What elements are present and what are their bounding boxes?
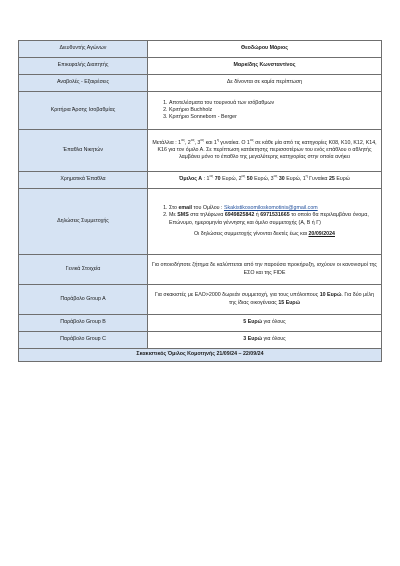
text-run: : 1 [202,176,210,183]
text-run: 70 [213,176,221,183]
row-tiebreaks [19,92,382,130]
director-label: Διευθυντής Αγώνων [19,41,148,58]
row-fee-group-a [19,285,382,315]
text-run: Κριτήριο Sonneborn - Berger [169,114,237,121]
director-value [148,41,382,58]
cash-prizes-label: Χρηματικά Έπαθλα [19,172,148,189]
prizes-text [151,137,378,162]
row-byes [19,75,382,92]
fee-group-c-value [148,332,382,349]
entries-label: Δηλώσεις Συμμετοχής [19,189,148,255]
text-run: ος [190,137,195,142]
general-label: Γενικά Στοιχεία [19,255,148,285]
row-fee-group-b [19,315,382,332]
text-run: email [178,205,193,212]
text-run: 5 Ευρώ [243,319,263,326]
fee-group-a-value [148,285,382,315]
director-text [151,45,378,52]
text-run: Για σκακιστές με ΕΛΟ>2000 δωρεάν συμμετοχή, για τους υπόλοιπους [154,292,320,299]
entries-list [151,205,378,227]
text-run: Θεοδώρου Μάριος [240,45,289,52]
byes-value [148,75,382,92]
text-run: Κριτήριο Buchholz [169,106,213,113]
text-run: Μετάλλια : 1 [152,139,182,146]
fee-group-b-text [151,319,378,326]
text-run: για όλους [262,319,286,326]
byes-text [151,79,378,86]
text-run: Αποτελέσματα του τουρνουά των ισόβαθμων [169,99,275,106]
text-run: 3 Ευρώ [243,336,263,343]
text-run: Ευρώ, 2 [220,176,242,183]
text-run: σε κάθε μία από τις κατηγορίες Κ08, Κ10, Κ12, Κ14, Κ16 για τον όμιλο Α. Σε περίπτωση κατάκτησης περισσοτέρων του ενός επάθλου ο αθλητής λαμβάνει μόνο το έπαθλο της μεγαλύτερης κατηγορίας στην οποία ανήκει [157,139,377,161]
text-run: Ευρώ [334,176,350,183]
list-item [169,100,378,107]
text-run: 15 Ευρώ [278,299,301,306]
text-run: 25 [328,176,335,183]
row-general [19,255,382,285]
row-cash-prizes [19,172,382,189]
row-fee-group-c [19,332,382,349]
chief-arbiter-value [148,58,382,75]
cash-prizes-value [148,172,382,189]
text-run: Για οποιοδήποτε ζήτημα δε καλύπτεται από την παρούσα προκήρυξη, ισχύουν οι κανονισμοί της ΕΣΟ και της FIDE [152,262,377,276]
text-run: 20/09/2024 [308,230,335,237]
text-run: 30 [277,176,285,183]
text-run: Μαρκίδης Κωνσταντίνος [233,62,296,69]
fee-group-c-label: Παράβολο Group C [19,332,148,349]
fee-group-a-text [151,292,378,306]
cash-prizes-text [151,176,378,183]
text-run: Δε δίνονται σε καμία περίπτωση [226,79,303,86]
text-run: 10 Ευρώ [319,292,342,299]
text-run: η [216,137,219,142]
text-run: 50 [245,176,253,183]
byes-label: Αναβολές - Εξαιρέσεις [19,75,148,92]
row-prizes [19,130,382,172]
list-item [169,114,378,121]
email-link[interactable]: Skakistikosomiloskomotinis@gmail.com [224,205,318,212]
text-run: το οποίο θα περιλαμβάνει όνομα, Επώνυμο, ημερομηνία γέννησης και όμιλο συμμετοχής (Α, Β ή Γ) [169,212,369,226]
text-run: ος [181,137,185,142]
text-run: ος [249,137,254,142]
text-run: . Για δύο μέλη της ίδιας οικογένειας [228,292,375,306]
tiebreaks-list [151,100,378,122]
general-value [148,255,382,285]
text-run: Στο [169,205,179,212]
text-run: ος [241,174,246,179]
row-entries [19,189,382,255]
fee-group-c-text [151,336,378,343]
text-run: ος [273,174,278,179]
tiebreaks-value [148,92,382,130]
footer-row [19,349,382,362]
text-run: γυναίκα. Ο 1 [218,139,250,146]
tiebreaks-label: Κριτήρια Άρσης Ισοβαθμίας [19,92,148,130]
general-text [151,262,378,276]
text-run: για όλους [262,336,286,343]
text-run: και 1 [204,139,217,146]
text-run: , 2 [184,139,191,146]
fee-group-a-label: Παράβολο Group A [19,285,148,315]
text-run: ή [254,212,261,219]
text-run: του Ομίλου : [192,205,224,212]
text-run: Γυναίκα [307,176,329,183]
prizes-value [148,130,382,172]
entries-value [148,189,382,255]
text-run: Με [169,212,178,219]
fee-group-b-value [148,315,382,332]
text-run: Ευρώ, 3 [252,176,274,183]
text-run: , 3 [194,139,201,146]
text-run: ος [209,174,214,179]
chief-arbiter-text [151,62,378,69]
fee-group-b-label: Παράβολο Group B [19,315,148,332]
text-run: SMS [177,212,189,219]
text-run: Οι δηλώσεις συμμετοχής γίνονται δεκτές έως και [194,230,309,237]
text-run: η [305,174,308,179]
tournament-info-table [18,40,382,362]
text-run: στα τηλέφωνα [188,212,225,219]
chief-arbiter-label: Επικεφαλής Διαιτητής [19,58,148,75]
row-chief-arbiter [19,58,382,75]
text-run: ος [200,137,205,142]
list-item [169,212,378,226]
text-run: 6949825842 [224,212,255,219]
entries-note [151,231,378,238]
text-run: 6971531665 [260,212,290,219]
text-run: Όμιλος Α [179,176,203,183]
list-item [169,107,378,114]
prizes-label: Έπαθλα Νικητών [19,130,148,172]
text-run: Ευρώ, 1 [284,176,306,183]
footer-text: Σκακιστικός Όμιλος Κομοτηνής 21/09/24 – 22/09/24 [19,349,382,362]
row-director [19,41,382,58]
